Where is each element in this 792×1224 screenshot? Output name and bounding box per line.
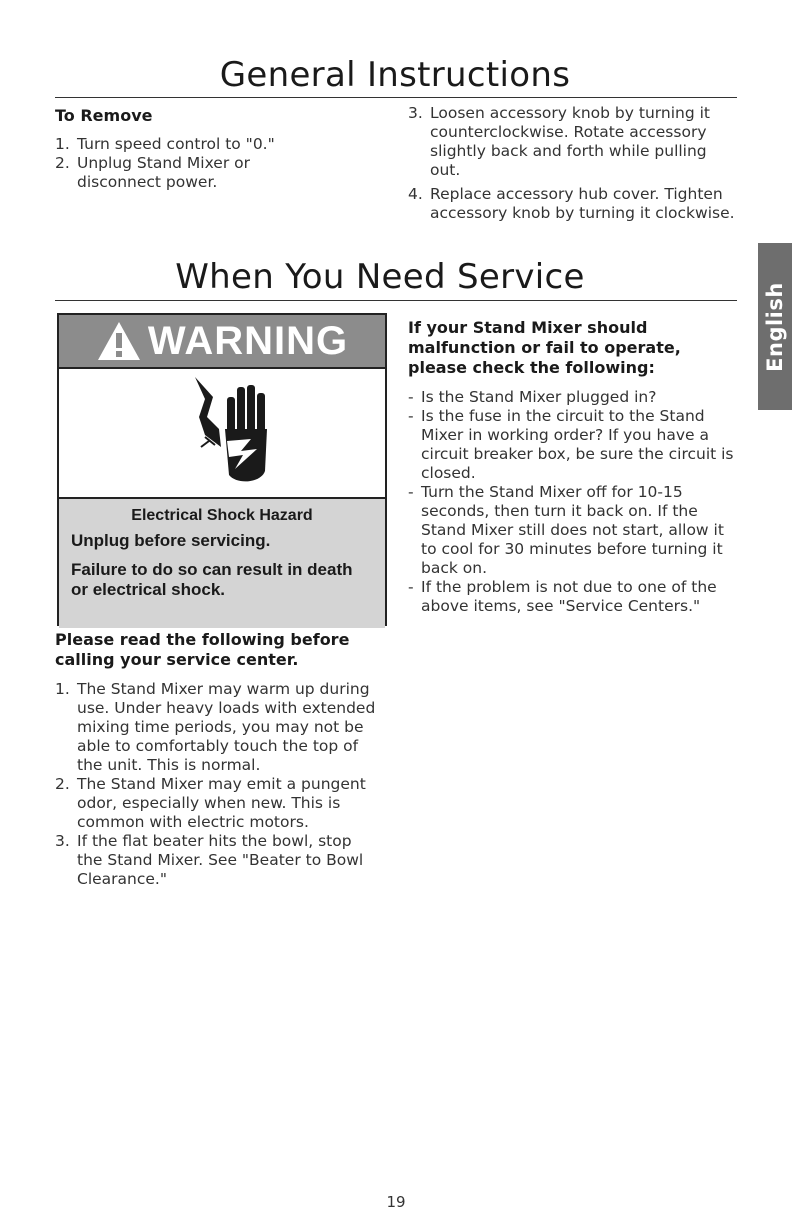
list-item xyxy=(408,104,736,180)
step-number: 3. xyxy=(55,832,70,850)
list-item xyxy=(408,388,738,407)
checklist-text: Is the fuse in the circuit to the Stand Mixer in working order? If you have a circuit breaker box, be sure the circuit is closed. xyxy=(421,407,734,482)
divider xyxy=(55,300,737,301)
service-left-column xyxy=(55,630,380,889)
checklist xyxy=(408,388,738,616)
list-item xyxy=(55,135,355,154)
step-text: The Stand Mixer may warm up during use. Under heavy loads with extended mixing time periods, you may not be able to comfortably touch the top of the unit. This is normal. xyxy=(77,680,376,774)
warning-header xyxy=(59,315,385,369)
service-right-column xyxy=(408,318,738,616)
service-heading: When You Need Service xyxy=(175,257,585,297)
list-item xyxy=(55,154,355,192)
to-remove-heading: To Remove xyxy=(55,106,153,125)
warning-triangle-icon xyxy=(96,320,142,362)
warning-text xyxy=(59,499,385,628)
step-number: 4. xyxy=(408,185,423,203)
dash-mark: - xyxy=(408,388,414,406)
dash-mark: - xyxy=(408,578,414,596)
shock-hand-icon xyxy=(165,371,285,495)
hazard-title: Electrical Shock Hazard xyxy=(131,507,313,524)
step-number: 2. xyxy=(55,775,70,793)
checklist-text: If the problem is not due to one of the above items, see "Service Centers." xyxy=(421,578,717,615)
list-item xyxy=(408,483,738,578)
checklist-text: Is the Stand Mixer plugged in? xyxy=(421,388,657,406)
service-left-heading: Please read the following before calling your service center. xyxy=(55,630,350,669)
to-remove-steps-right xyxy=(408,104,736,223)
step-text: The Stand Mixer may emit a pungent odor, especially when new. This is common with electric motors. xyxy=(77,775,366,831)
service-steps xyxy=(55,680,380,889)
warning-box xyxy=(57,313,387,626)
step-text: Loosen accessory knob by turning it counterclockwise. Rotate accessory slightly back and forth while pulling out. xyxy=(430,104,710,179)
warning-line-2: Failure to do so can result in death or electrical shock. xyxy=(71,560,353,599)
list-item xyxy=(55,680,380,775)
step-text: Unplug Stand Mixer or disconnect power. xyxy=(77,154,250,191)
page-number: 19 xyxy=(386,1193,406,1211)
checklist-text: Turn the Stand Mixer off for 10-15 seconds, then turn it back on. If the Stand Mixer still does not start, allow it to cool for 30 minutes before turning it back on. xyxy=(421,483,724,577)
warning-title: WARNING xyxy=(147,319,349,363)
electrical-shock-graphic xyxy=(59,369,385,499)
step-number: 2. xyxy=(55,154,70,172)
list-item xyxy=(408,578,738,616)
step-number: 1. xyxy=(55,135,70,153)
language-tab xyxy=(758,243,792,410)
step-number: 1. xyxy=(55,680,70,698)
list-item xyxy=(408,185,736,223)
language-tab-label: English xyxy=(763,281,787,372)
step-text: Turn speed control to "0." xyxy=(77,135,275,153)
to-remove-right-column xyxy=(408,104,736,223)
divider xyxy=(55,97,737,98)
general-instructions-heading: General Instructions xyxy=(219,55,571,95)
step-number: 3. xyxy=(408,104,423,122)
warning-line-1: Unplug before servicing. xyxy=(71,531,271,550)
dash-mark: - xyxy=(408,407,414,425)
to-remove-steps-left xyxy=(55,135,355,192)
service-right-heading: If your Stand Mixer should malfunction or fail to operate, please check the following: xyxy=(408,318,681,377)
list-item xyxy=(408,407,738,483)
to-remove-left-column xyxy=(55,106,355,192)
step-text: If the flat beater hits the bowl, stop the Stand Mixer. See "Beater to Bowl Clearance." xyxy=(77,832,364,888)
dash-mark: - xyxy=(408,483,414,501)
list-item xyxy=(55,832,380,889)
list-item xyxy=(55,775,380,832)
step-text: Replace accessory hub cover. Tighten accessory knob by turning it clockwise. xyxy=(430,185,735,222)
